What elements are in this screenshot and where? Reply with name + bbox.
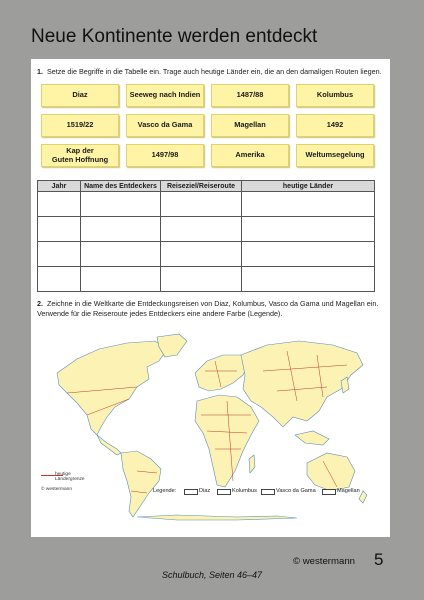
term-card[interactable]: 1492 [296, 114, 374, 137]
map-publisher-mark: © westermann [41, 487, 72, 492]
table-header-name: Name des Entdeckers [81, 181, 161, 192]
table-header-route: Reiseziel/Reiseroute [161, 181, 242, 192]
term-card[interactable]: Vasco da Gama [126, 114, 204, 137]
legend-item-diaz: Diaz [199, 488, 211, 494]
africa [195, 395, 259, 487]
term-card[interactable]: Weltumsegelung [296, 144, 374, 167]
border-legend-label: heutige Ländergrenze [55, 472, 85, 483]
table-cell[interactable] [38, 267, 81, 292]
europe [195, 355, 249, 391]
page-title: Neue Kontinente werden entdeckt [31, 26, 318, 47]
term-card[interactable]: Kolumbus [296, 84, 374, 107]
task-1 [37, 67, 382, 77]
australia [307, 453, 355, 491]
term-card[interactable]: Magellan [211, 114, 289, 137]
term-card[interactable]: 1487/88 [211, 84, 289, 107]
table-cell[interactable] [81, 217, 161, 242]
table-cell[interactable] [38, 242, 81, 267]
table-cell[interactable] [161, 242, 242, 267]
legend-swatch-magellan[interactable] [322, 489, 336, 495]
table-cell[interactable] [242, 267, 375, 292]
table-cell[interactable] [81, 192, 161, 217]
new-zealand [359, 491, 367, 503]
world-map [37, 331, 375, 524]
legend-swatch-diaz[interactable] [184, 489, 198, 495]
table-header-year: Jahr [38, 181, 81, 192]
worksheet [31, 59, 390, 537]
table-header-countries: heutige Länder [242, 181, 375, 192]
table-cell[interactable] [81, 242, 161, 267]
south-america [121, 451, 161, 517]
page-number: 5 [374, 550, 384, 569]
legend-item-kolumbus: Kolumbus [232, 488, 257, 494]
antarctica [137, 515, 297, 520]
schoolbook-reference: Schulbuch, Seiten 46–47 [161, 570, 263, 580]
table-cell[interactable] [242, 192, 375, 217]
term-card[interactable]: Seeweg nach Indien [126, 84, 204, 107]
central-america [97, 435, 121, 455]
table-row [38, 242, 375, 267]
world-map-graphic[interactable] [37, 331, 375, 524]
table-cell[interactable] [242, 242, 375, 267]
table-cell[interactable] [161, 217, 242, 242]
madagascar [249, 455, 255, 473]
table-cell[interactable] [38, 192, 81, 217]
task-1-text: Setze die Begriffe in die Tabelle ein. Trage auch heutige Länder ein, die an den damaligen Routen liegen. [47, 67, 382, 76]
task-2 [37, 299, 382, 318]
task-2-text: Zeichne in die Weltkarte die Entdeckungsreisen von Diaz, Kolumbus, Vasco da Gama und Magellan ein. Verwende für die Reiseroute jedes Entdeckers eine andere Farbe (Legende). [37, 299, 379, 318]
answer-table [37, 180, 375, 292]
legend-item-magellan: Magellan [337, 488, 360, 494]
table-row [38, 267, 375, 292]
indonesia [295, 431, 329, 445]
task-2-number: 2. [37, 299, 43, 308]
term-card[interactable]: 1519/22 [41, 114, 119, 137]
term-card[interactable]: Kap der Guten Hoffnung [41, 144, 119, 167]
north-america [57, 341, 167, 435]
table-cell[interactable] [161, 192, 242, 217]
task-1-number: 1. [37, 67, 43, 76]
table-cell[interactable] [242, 217, 375, 242]
legend-item-vasco-da-gama: Vasco da Gama [276, 488, 316, 494]
legend-swatch-vasco-da-gama[interactable] [261, 489, 275, 495]
legend-swatch-kolumbus[interactable] [217, 489, 231, 495]
table-row [38, 217, 375, 242]
legend-label: Legende: [153, 488, 177, 494]
term-card[interactable]: Diaz [41, 84, 119, 107]
table-cell[interactable] [161, 267, 242, 292]
term-card[interactable]: 1497/98 [126, 144, 204, 167]
table-cell[interactable] [38, 217, 81, 242]
footer-copyright: © westermann [293, 556, 355, 567]
term-card[interactable]: Amerika [211, 144, 289, 167]
table-cell[interactable] [81, 267, 161, 292]
table-row [38, 192, 375, 217]
